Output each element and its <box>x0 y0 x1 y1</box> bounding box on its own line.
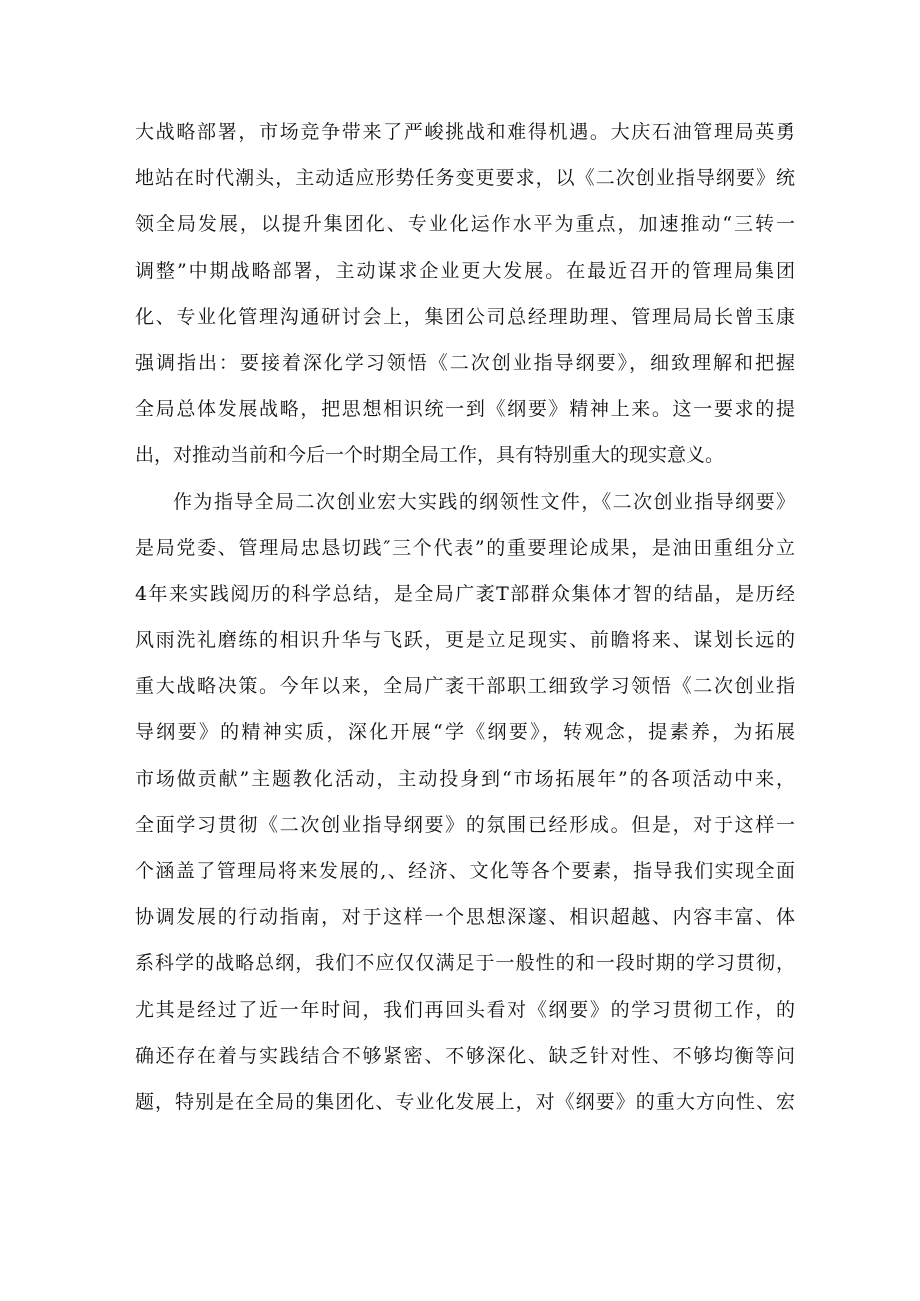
text-line: 出，对推动当前和今后一个时期全局工作，具有特别重大的现实意义。 <box>135 444 725 467</box>
text-line: 全局总体发展战略，把思想相识统一到《纲要》精神上来。这一要求的提 <box>135 398 795 421</box>
text-line: 调整”中期战略部署，主动谋求企业更大发展。在最近召开的管理局集团 <box>135 259 795 282</box>
text-line: 重大战略决策。今年以来，全局广袤干部职工细致学习领悟《二次创业指 <box>135 675 795 698</box>
text-line: 领全局发展，以提升集团化、专业化运作水平为重点，加速推动“三转一 <box>135 213 795 236</box>
body-text <box>135 114 795 1130</box>
text-line: 协调发展的行动指南，对于这样一个思想深邃、相识超越、内容丰富、体 <box>135 906 795 929</box>
text-line: 大战略部署，市场竞争带来了严峻挑战和难得机遇。大庆石油管理局英勇 <box>135 121 795 143</box>
paragraph <box>135 114 795 473</box>
text-line: 化、专业化管理沟通研讨会上，集团公司总经理助理、管理局局长曾玉康 <box>135 305 795 328</box>
text-line: 个涵盖了管理局将来发展的,、经济、文化等各个要素，指导我们实现全面 <box>135 860 795 882</box>
text-line: 强调指出：要接着深化学习领悟《二次创业指导纲要》，细致理解和把握 <box>135 351 795 374</box>
text-line: 题，特别是在全局的集团化、专业化发展上，对《纲要》的重大方向性、宏 <box>135 1090 795 1113</box>
text-line: 尤其是经过了近一年时间，我们再回头看对《纲要》的学习贯彻工作，的 <box>135 998 795 1021</box>
text-line: 导纲要》的精神实质，深化开展“学《纲要》，转观念，提素养，为拓展 <box>135 721 795 744</box>
text-line: 是局党委、管理局忠恳切践″三个代表”的重要理论成果，是油田重组分立 <box>135 536 795 559</box>
text-line: 全面学习贯彻《二次创业指导纲要》的氛围已经形成。但是，对于这样一 <box>135 813 795 836</box>
text-line: 地站在时代潮头，主动适应形势任务变更要求，以《二次创业指导纲要》统 <box>135 167 795 190</box>
paragraph <box>135 484 795 1120</box>
text-line: 市场做贡献”主题教化活动，主动投身到“市场拓展年”的各项活动中来， <box>135 767 795 790</box>
text-line: 4年来实践阅历的科学总结，是全局广袤T部群众集体才智的结晶，是历经 <box>135 582 795 605</box>
text-line: 作为指导全局二次创业宏大实践的纲领性文件，《二次创业指导纲要》 <box>173 490 795 513</box>
text-line: 确还存在着与实践结合不够紧密、不够深化、缺乏针对性、不够均衡等问 <box>135 1044 795 1067</box>
text-line: 风雨洗礼磨练的相识升华与飞跃，更是立足现实、前瞻将来、谋划长远的 <box>135 629 795 652</box>
text-line: 系科学的战略总纲，我们不应仅仅满足于一般性的和一段时期的学习贯彻， <box>135 952 795 975</box>
